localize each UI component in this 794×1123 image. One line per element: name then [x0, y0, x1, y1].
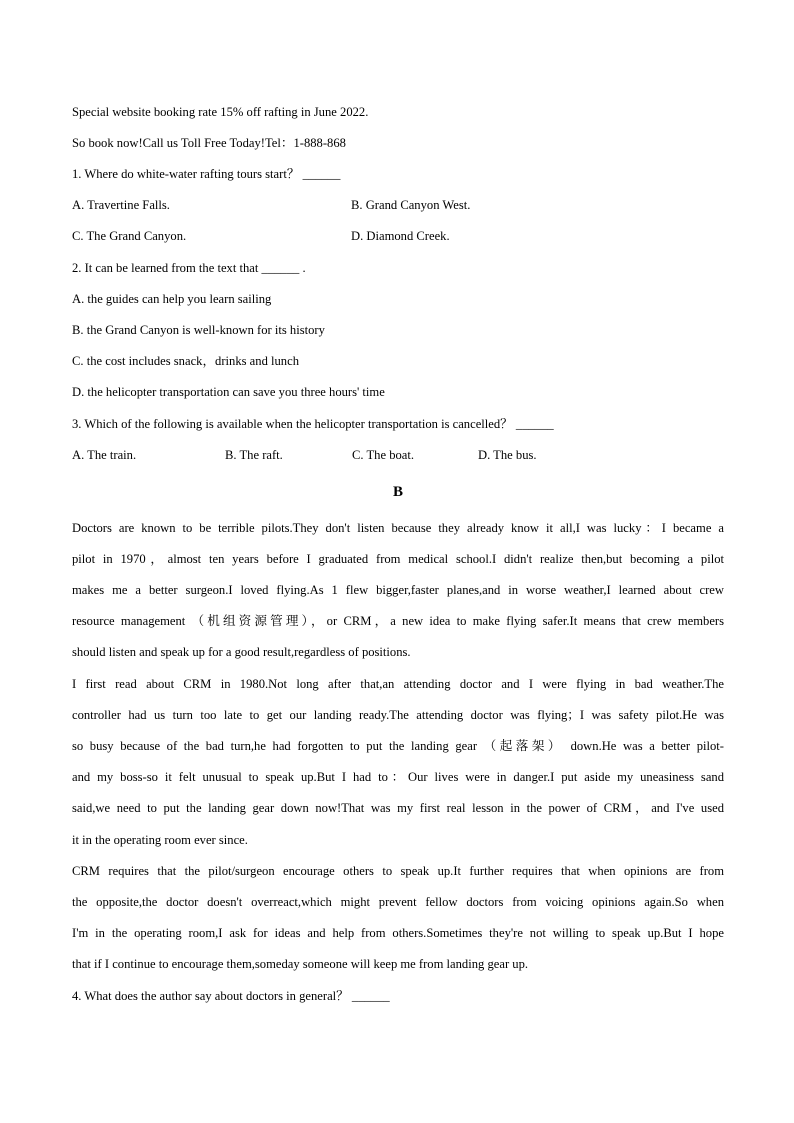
question-3-stem: 3. Which of the following is available when the helicopter transportation is cancelled？ ______	[72, 417, 554, 431]
paragraph-1-line: resource management （机组资源管理），or CRM，a new idea to make flying safer.It means that crew members	[72, 614, 724, 628]
question-3-option-b: B. The raft.	[225, 448, 283, 462]
question-3-option-d: D. The bus.	[478, 448, 537, 462]
section-b-heading: B	[392, 484, 403, 500]
question-3-options-row	[72, 447, 724, 463]
paragraph-2-line: and my boss-so it felt unusual to speak up.But I had to：Our lives were in danger.I put aside my uneasiness sand	[72, 770, 724, 784]
paragraph-2-line: controller had us turn too late to get our landing ready.The attending doctor was flying；I was safety pilot.He was	[72, 708, 724, 722]
paragraph-2-line: it in the operating room ever since.	[72, 833, 248, 847]
question-1-stem: 1. Where do white-water rafting tours start？ ______	[72, 167, 341, 181]
paragraph-2-line: so busy because of the bad turn,he had forgotten to put the landing gear （起落架） down.He was a better pilot-	[72, 739, 724, 753]
question-2-stem: 2. It can be learned from the text that ______ .	[72, 261, 306, 275]
intro-line-2: So book now!Call us Toll Free Today!Tel：1-888-868	[72, 136, 346, 150]
question-2-option-a: A. the guides can help you learn sailing	[72, 292, 272, 306]
paragraph-3-line: I'm in the operating room,I ask for ideas and help from others.Sometimes they're not willing to speak up.But I hope	[72, 926, 724, 940]
question-1-options-row-2	[72, 228, 724, 244]
question-2-option-b: B. the Grand Canyon is well-known for its history	[72, 323, 325, 337]
question-1-option-c: C. The Grand Canyon.	[72, 229, 187, 243]
question-4-stem: 4. What does the author say about doctors in general？ ______	[72, 989, 390, 1003]
paragraph-3-line: the opposite,the doctor doesn't overreact,which might prevent fellow doctors from voicing opinions again.So when	[72, 895, 724, 909]
paragraph-2-line: I first read about CRM in 1980.Not long after that,an attending doctor and I were flying in bad weather.The	[72, 677, 724, 691]
question-1-option-b: B. Grand Canyon West.	[351, 198, 471, 212]
question-1-options-row-1	[72, 197, 724, 213]
paragraph-3-line: that if I continue to encourage them,someday someone will keep me from landing gear up.	[72, 957, 529, 971]
paragraph-2-line: said,we need to put the landing gear down now!That was my first real lesson in the power of CRM，and I've used	[72, 801, 724, 815]
question-1-option-a: A. Travertine Falls.	[72, 198, 170, 212]
paragraph-1-line: Doctors are known to be terrible pilots.They don't listen because they already know it all,I was lucky：I became a	[72, 521, 724, 535]
paragraph-1-line: makes me a better surgeon.I loved flying.As 1 flew bigger,faster planes,and in worse weather,I learned about crew	[72, 583, 724, 597]
paragraph-3-line: CRM requires that the pilot/surgeon encourage others to speak up.It further requires that when opinions are from	[72, 864, 724, 878]
paragraph-1-line: pilot in 1970，almost ten years before I graduated from medical school.I didn't realize then,but becoming a pilot	[72, 552, 724, 566]
question-2-option-c: C. the cost includes snack，drinks and lunch	[72, 354, 299, 368]
intro-line-1: Special website booking rate 15% off rafting in June 2022.	[72, 105, 369, 119]
question-3-option-c: C. The boat.	[352, 448, 415, 462]
paragraph-1-line: should listen and speak up for a good result,regardless of positions.	[72, 645, 411, 659]
question-3-option-a: A. The train.	[72, 448, 137, 462]
question-2-option-d: D. the helicopter transportation can save you three hours' time	[72, 385, 385, 399]
question-1-option-d: D. Diamond Creek.	[351, 229, 450, 243]
